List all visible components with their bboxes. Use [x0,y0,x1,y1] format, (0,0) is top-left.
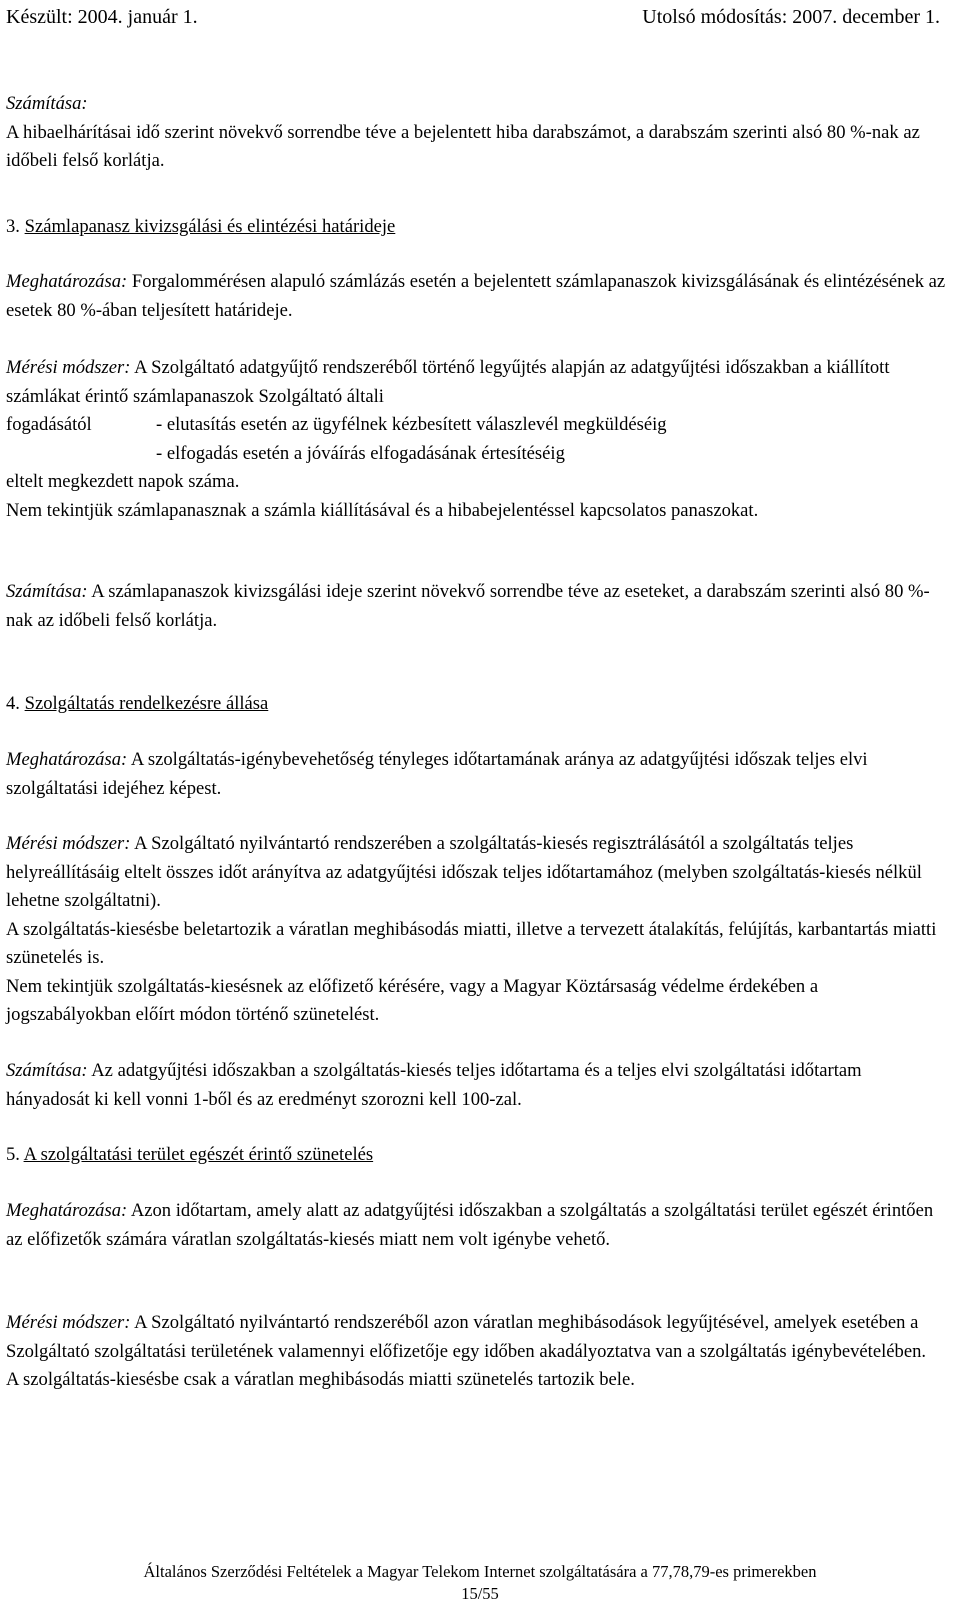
calc-text: A hibaelhárításai idő szerint növekvő sorrendbe téve a bejelentett hiba darabszámot, a darabszám szerinti alsó 80 %-nak az időbeli felső korlátja. [6,121,920,171]
definition-label: Meghatározása: [6,1200,128,1221]
page-number: 15/55 [461,1584,499,1603]
method-label: Mérési módszer: [6,833,131,854]
definition-label: Meghatározása: [6,749,128,770]
footer-title: Általános Szerződési Feltételek a Magyar Telekom Internet szolgáltatására a 77,78,79-es primerekben [143,1562,817,1581]
calc-label: Számítása: [6,93,88,114]
calc-label: Számítása: [6,1060,88,1081]
section-number: 4. [6,693,20,714]
section-number: 5. [6,1144,20,1165]
method-list-row [6,411,946,440]
sec5-method [6,1309,946,1395]
definition-label: Meghatározása: [6,271,128,292]
method-text: A Szolgáltató adatgyűjtő rendszeréből történő legyűjtés alapján az adatgyűjtési időszakban a kiállított számlákat érintő számlapanaszok Szolgáltató általi [6,357,890,407]
sec4-definition [6,746,946,803]
modified-date: Utolsó módosítás: 2007. december 1. [642,6,940,28]
sec5-heading [6,1141,946,1170]
sec5-definition [6,1197,946,1254]
calc-label: Számítása: [6,581,88,602]
method-label: Mérési módszer: [6,1312,131,1333]
include-text: A szolgáltatás-kiesésbe beletartozik a váratlan meghibásodás miatti, illetve a tervezett átalakítás, felújítás, karbantartás miatti szünetelés is. [6,918,937,968]
method-label: Mérési módszer: [6,357,131,378]
sec4-heading [6,690,946,719]
include-text: A szolgáltatás-kiesésbe csak a váratlan meghibásodás miatti szünetelés tartozik bele. [6,1369,635,1390]
section-title: Számlapanasz kivizsgálási és elintézési határideje [24,216,396,237]
page-footer [0,1561,960,1605]
definition-text: Forgalommérésen alapuló számlázás esetén a bejelentett számlapanaszok kivizsgálásának és elintézésének az esetek 80 %-ában teljesített határideje. [6,271,946,321]
sec4-method [6,830,946,1030]
section-number: 3. [6,216,20,237]
section-title: A szolgáltatási terület egészét érintő szünetelés [23,1144,374,1165]
exclude-text: Nem tekintjük szolgáltatás-kiesésnek az előfizető kérésére, vagy a Magyar Köztársaság védelme érdekében a jogszabályokban előírt módon történő szünetelést. [6,975,819,1025]
exclusion-text: Nem tekintjük számlapanasznak a számla kiállításával és a hibabejelentéssel kapcsolatos panaszokat. [6,499,759,521]
sec2-calculation [6,90,946,176]
calc-text: Az adatgyűjtési időszakban a szolgáltatás-kiesés teljes időtartama és a teljes elvi szolgáltatási időtartam hányadosát ki kell vonni 1-ből és az eredményt szorozni kell 100-zal. [6,1060,862,1110]
method-text: A Szolgáltató nyilvántartó rendszerében a szolgáltatás-kiesés regisztrálásától a szolgáltatás teljes helyreállításáig eltelt összes időt arányítva az adatgyűjtési időszak teljes időtartamához (melyben szolgáltatás-kiesés nélkül lehetne szolgáltatni). [6,833,922,911]
method-text: A Szolgáltató nyilvántartó rendszeréből azon váratlan meghibásodások legyűjtésével, amelyek esetében a Szolgáltató szolgáltatási területének valamennyi előfizetője egy időben akadályoztatva van a szolgáltatás igénybevételében. [6,1312,927,1362]
page-header [0,6,960,32]
definition-text: Azon időtartam, amely alatt az adatgyűjtési időszakban a szolgáltatás a szolgáltatási terület egészét érintően az előfizetők számára váratlan szolgáltatás-kiesés miatt nem volt igénybe vehető. [6,1200,934,1250]
section-title: Szolgáltatás rendelkezésre állása [24,693,269,714]
list-item-2: - elfogadás esetén a jóváírás elfogadásának értesítéséig [156,442,565,464]
sec3-definition [6,268,946,325]
sec3-heading [6,213,946,242]
list-item-1: - elutasítás esetén az ügyfélnek kézbesített válaszlevél megküldéséig [156,414,667,435]
from-label: fogadásától [6,414,92,435]
elapsed-text: eltelt megkezdett napok száma. [6,471,240,492]
definition-text: A szolgáltatás-igénybevehetőség tényleges időtartamának aránya az adatgyűjtési időszak teljes elvi szolgáltatási idejéhez képest. [6,749,868,799]
sec3-calculation [6,578,946,635]
sec4-calculation [6,1057,946,1114]
sec3-method [6,354,946,525]
created-date: Készült: 2004. január 1. [6,6,198,28]
calc-text: A számlapanaszok kivizsgálási ideje szerint növekvő sorrendbe téve az eseteket, a darabszám szerinti alsó 80 %-nak az időbeli felső korlátja. [6,581,930,631]
